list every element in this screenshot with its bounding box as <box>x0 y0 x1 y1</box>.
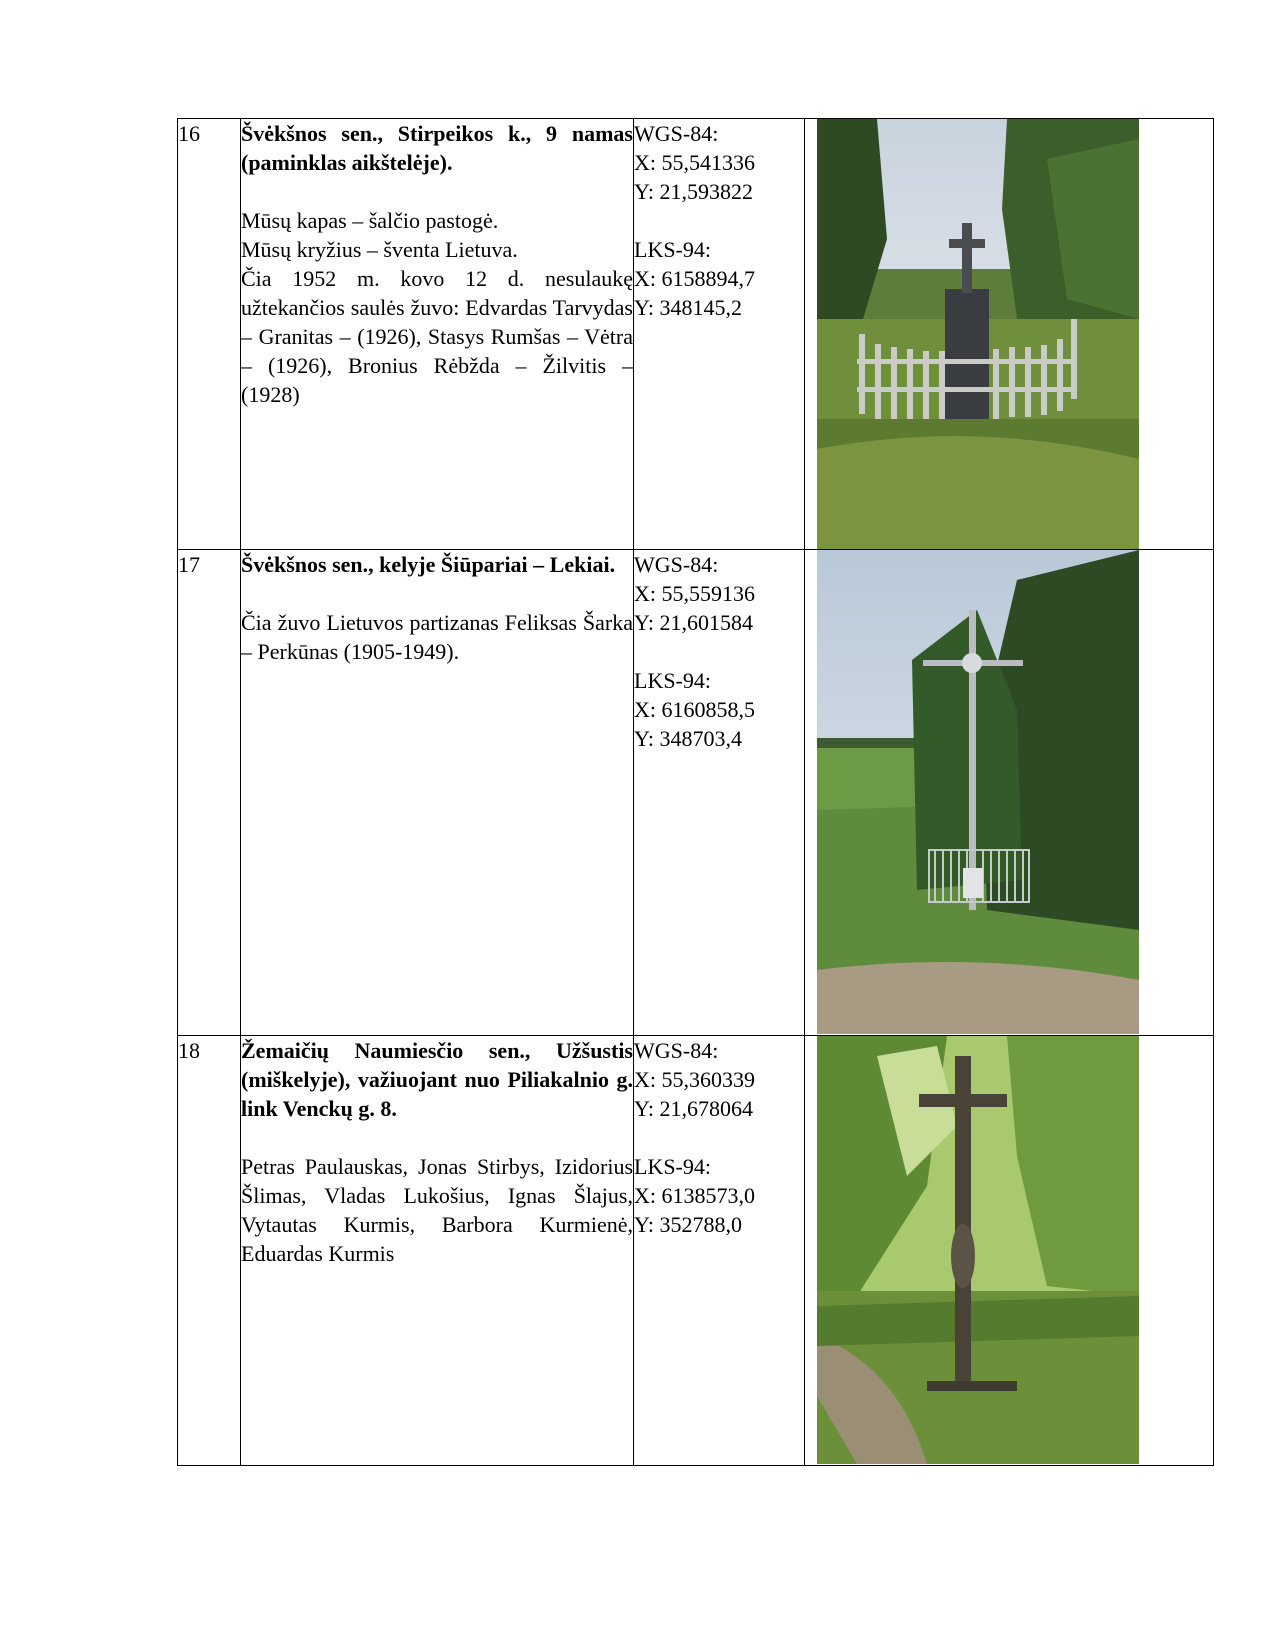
wgs-x: X: 55,541336 <box>634 150 755 175</box>
entry-number: 17 <box>178 550 241 1036</box>
wgs-y: Y: 21,593822 <box>634 179 753 204</box>
metal-cross-photo <box>817 550 1139 1034</box>
entry-photo-cell <box>805 1036 1214 1466</box>
entry-coordinates <box>634 119 805 550</box>
lks-label: LKS-94: <box>634 237 711 262</box>
entry-title: Žemaičių Naumiesčio sen., Užšustis (miškelyje), važiuojant nuo Piliakalnio g. link Venckų g. 8. <box>241 1038 633 1121</box>
entry-number: 18 <box>178 1036 241 1466</box>
entry-description <box>241 119 634 550</box>
lks-y: Y: 348145,2 <box>634 295 742 320</box>
table-row <box>178 1036 1214 1466</box>
wgs-x: X: 55,559136 <box>634 581 755 606</box>
monument-table <box>177 118 1214 1466</box>
entry-title: Švėkšnos sen., kelyje Šiūpariai – Lekiai. <box>241 552 616 577</box>
lks-x: X: 6160858,5 <box>634 697 755 722</box>
entry-body: Čia žuvo Lietuvos partizanas Feliksas Šarka – Perkūnas (1905-1949). <box>241 610 633 664</box>
table-row <box>178 119 1214 550</box>
lks-x: X: 6158894,7 <box>634 266 755 291</box>
wgs-label: WGS-84: <box>634 121 719 146</box>
entry-title: Švėkšnos sen., Stirpeikos k., 9 namas (paminklas aikštelėje). <box>241 121 633 175</box>
entry-photo-cell <box>805 550 1214 1036</box>
wgs-y: Y: 21,678064 <box>634 1096 753 1121</box>
entry-description <box>241 1036 634 1466</box>
wgs-y: Y: 21,601584 <box>634 610 753 635</box>
wgs-label: WGS-84: <box>634 1038 719 1063</box>
entry-body-text: Čia 1952 m. kovo 12 d. nesulaukę užtekančios saulės žuvo: Edvardas Tarvydas – Granitas – (1926), Stasys Rumšas – Vėtra – (1926), Bronius Rėbžda – Žilvitis – (1928) <box>241 266 633 407</box>
lks-y: Y: 352788,0 <box>634 1212 742 1237</box>
entry-body <box>241 206 633 409</box>
memorial-stone-with-cross-photo <box>817 119 1139 549</box>
entry-photo-cell <box>805 119 1214 550</box>
wgs-x: X: 55,360339 <box>634 1067 755 1092</box>
entry-description <box>241 550 634 1036</box>
entry-body-line: Mūsų kryžius – šventa Lietuva. <box>241 237 518 262</box>
lks-label: LKS-94: <box>634 668 711 693</box>
entry-coordinates <box>634 1036 805 1466</box>
wgs-label: WGS-84: <box>634 552 719 577</box>
entry-coordinates <box>634 550 805 1036</box>
entry-body-line: Mūsų kapas – šalčio pastogė. <box>241 208 499 233</box>
lks-y: Y: 348703,4 <box>634 726 742 751</box>
lks-x: X: 6138573,0 <box>634 1183 755 1208</box>
wooden-cross-photo <box>817 1036 1139 1464</box>
lks-label: LKS-94: <box>634 1154 711 1179</box>
table-row <box>178 550 1214 1036</box>
entry-body: Petras Paulauskas, Jonas Stirbys, Izidorius Šlimas, Vladas Lukošius, Ignas Šlajus, Vytautas Kurmis, Barbora Kurmienė, Eduardas Kurmis <box>241 1154 633 1266</box>
entry-number: 16 <box>178 119 241 550</box>
